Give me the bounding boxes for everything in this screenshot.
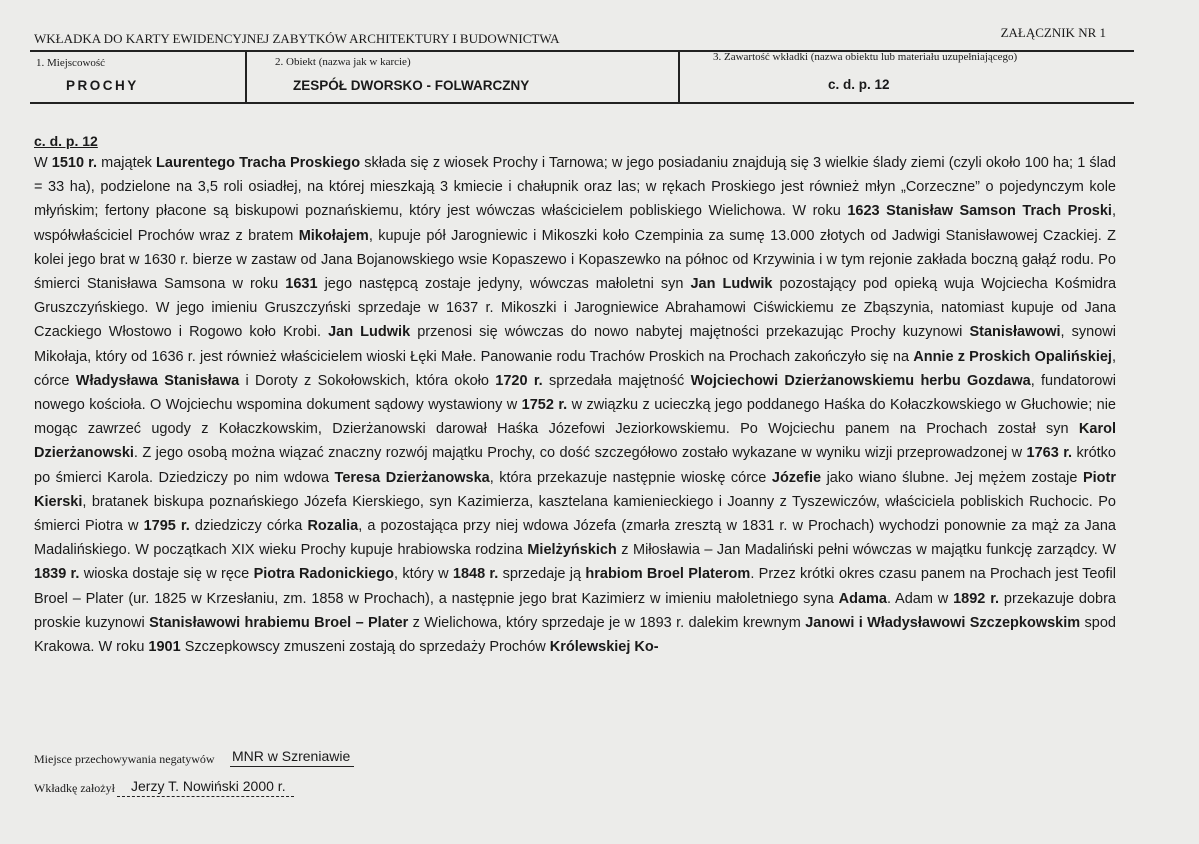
- content-label: 3. Zawartość wkładki (nazwa obiektu lub materiału uzupełniającego): [713, 51, 1018, 63]
- field-divider-2: [678, 50, 680, 103]
- author-value: Jerzy T. Nowiński 2000 r.: [117, 778, 294, 797]
- storage-label: Miejsce przechowywania negatywów: [34, 752, 215, 766]
- section-heading: c. d. p. 12: [34, 133, 98, 149]
- place-label: 1. Miejscowość: [36, 57, 106, 69]
- object-label: 2. Obiekt (nazwa jak w karcie): [275, 56, 411, 68]
- storage-value: MNR w Szreniawie: [230, 748, 354, 767]
- place-value: PROCHY: [66, 78, 139, 93]
- author-label: Wkładkę założył: [34, 781, 115, 795]
- content-value: c. d. p. 12: [828, 77, 890, 92]
- annex-label: ZAŁĄCZNIK NR 1: [1000, 25, 1106, 40]
- bottom-rule: [30, 102, 1134, 104]
- body-text: W 1510 r. majątek Laurentego Tracha Proskiego składa się z wiosek Prochy i Tarnowa; w jego posiadaniu znajdują się 3 wielkie ślady ziemi (czyli około 100 ha; 1 ślad = 33 ha), podzielone na 3,5 roli osiadłej, na której mieszkają 3 kmiecie i chałupnik oraz las; w rękach Proskiego jest również młyn „Corzeczne” o pojedynczym kole młyńskim; fertony płacone są biskupowi poznańskiemu, który jest wówczas właścicielem pobliskiego Wielichowa. W roku 1623 Stanisław Samson Trach Proski, współwłaściciel Prochów wraz z bratem Mikołajem, kupuje pół Jarogniewic i Mikoszki koło Czempinia za sumę 13.000 złotych od Jadwigi Stanisławowej Czackiej. Z kolei jego brat w 1630 r. bierze w zastaw od Jana Bojanowskiego wsie Kopaszewo i Kopaszewko na północ od Krzywinia i w tym rejonie zakłada boczną gałąź rodu. Po śmierci Stanisława Samsona w roku 1631 jego następcą zostaje jedyny, wówczas małoletni syn Jan Ludwik pozostający pod opieką wuja Wojciecha Kośmidra Gruszczyńskiego. W jego imieniu Gruszczyński sprzedaje w 1637 r. Mikoszki i Jarogniewice Abrahamowi Ciświckiemu ze Zbąszynia, natomiast kupuje od Jana Czackiego Włostowo i Rogowo koło Krobi. Jan Ludwik przenosi się wówczas do nowo nabytej majętności przekazując Prochy kuzynowi Stanisławowi, synowi Mikołaja, który od 1636 r. jest również właścicielem wioski Łęki Małe. Panowanie rodu Trachów Proskich na Prochach zakończyło się na Annie z Proskich Opalińskiej, córce Władysława Stanisława i Doroty z Sokołowskich, która około 1720 r. sprzedała majętność Wojciechowi Dzierżanowskiemu herbu Gozdawa, fundatorowi nowego kościoła. O Wojciechu wspomina dokument sądowy wystawiony w 1752 r. w związku z ucieczką jego poddanego Haśka do Kołaczkowskiego w Głuchowie; nie mogąc zawrzeć ugody z Kołaczkowskim, Dzierżanowski darował Haśka Józefowi Jeziorkowskiemu. Po Wojciechu panem na Prochach został syn Karol Dzierżanowski. Z jego osobą można wiązać znaczny rozwój majątku Prochy, co dość szczegółowo zostało wykazane w wyniku wizji przeprowadzonej w 1763 r. krótko po śmierci Karola. Dziedziczy po nim wdowa Teresa Dzierżanowska, która przekazuje następnie wioskę córce Józefie jako wiano ślubne. Jej mężem zostaje Piotr Kierski, bratanek biskupa poznańskiego Józefa Kierskiego, syn Kazimierza, kasztelana kamienieckiego i Joanny z Tyszewiczów, właściciela pobliskich Ruchocic. Po śmierci Piotra w 1795 r. dziedziczy córka Rozalia, a pozostająca przy niej wdowa Józefa (zmarła zresztą w 1831 r. w Prochach) wychodzi ponownie za mąż za Jana Madalińskiego. W początkach XIX wieku Prochy kupuje hrabiowska rodzina Mielżyńskich z Miłosławia – Jan Madaliński pełni wówczas w majątku funkcję zarządcy. W 1839 r. wioska dostaje się w ręce Piotra Radonickiego, który w 1848 r. sprzedaje ją hrabiom Broel Platerom. Przez krótki okres czasu panem na Prochach jest Teofil Broel – Plater (ur. 1825 w Krzesłaniu, zm. 1858 w Prochach), a następnie jego brat Kazimierz w imieniu małoletniego syna Adama. Adam w 1892 r. przekazuje dobra proskie kuzynowi Stanisławowi hrabiemu Broel – Plater z Wielichowa, który sprzedaje je w 1893 r. dalekim krewnym Janowi i Władysławowi Szczepkowskim spod Krakowa. W roku 1901 Szczepkowscy zmuszeni zostają do sprzedaży Prochów Królewskiej Ko-: [34, 155, 1117, 656]
- object-value: ZESPÓŁ DWORSKO - FOLWARCZNY: [293, 78, 530, 93]
- field-divider-1: [245, 50, 247, 103]
- header-title: WKŁADKA DO KARTY EWIDENCYJNEJ ZABYTKÓW ARCHITEKTURY I BUDOWNICTWA: [34, 31, 560, 46]
